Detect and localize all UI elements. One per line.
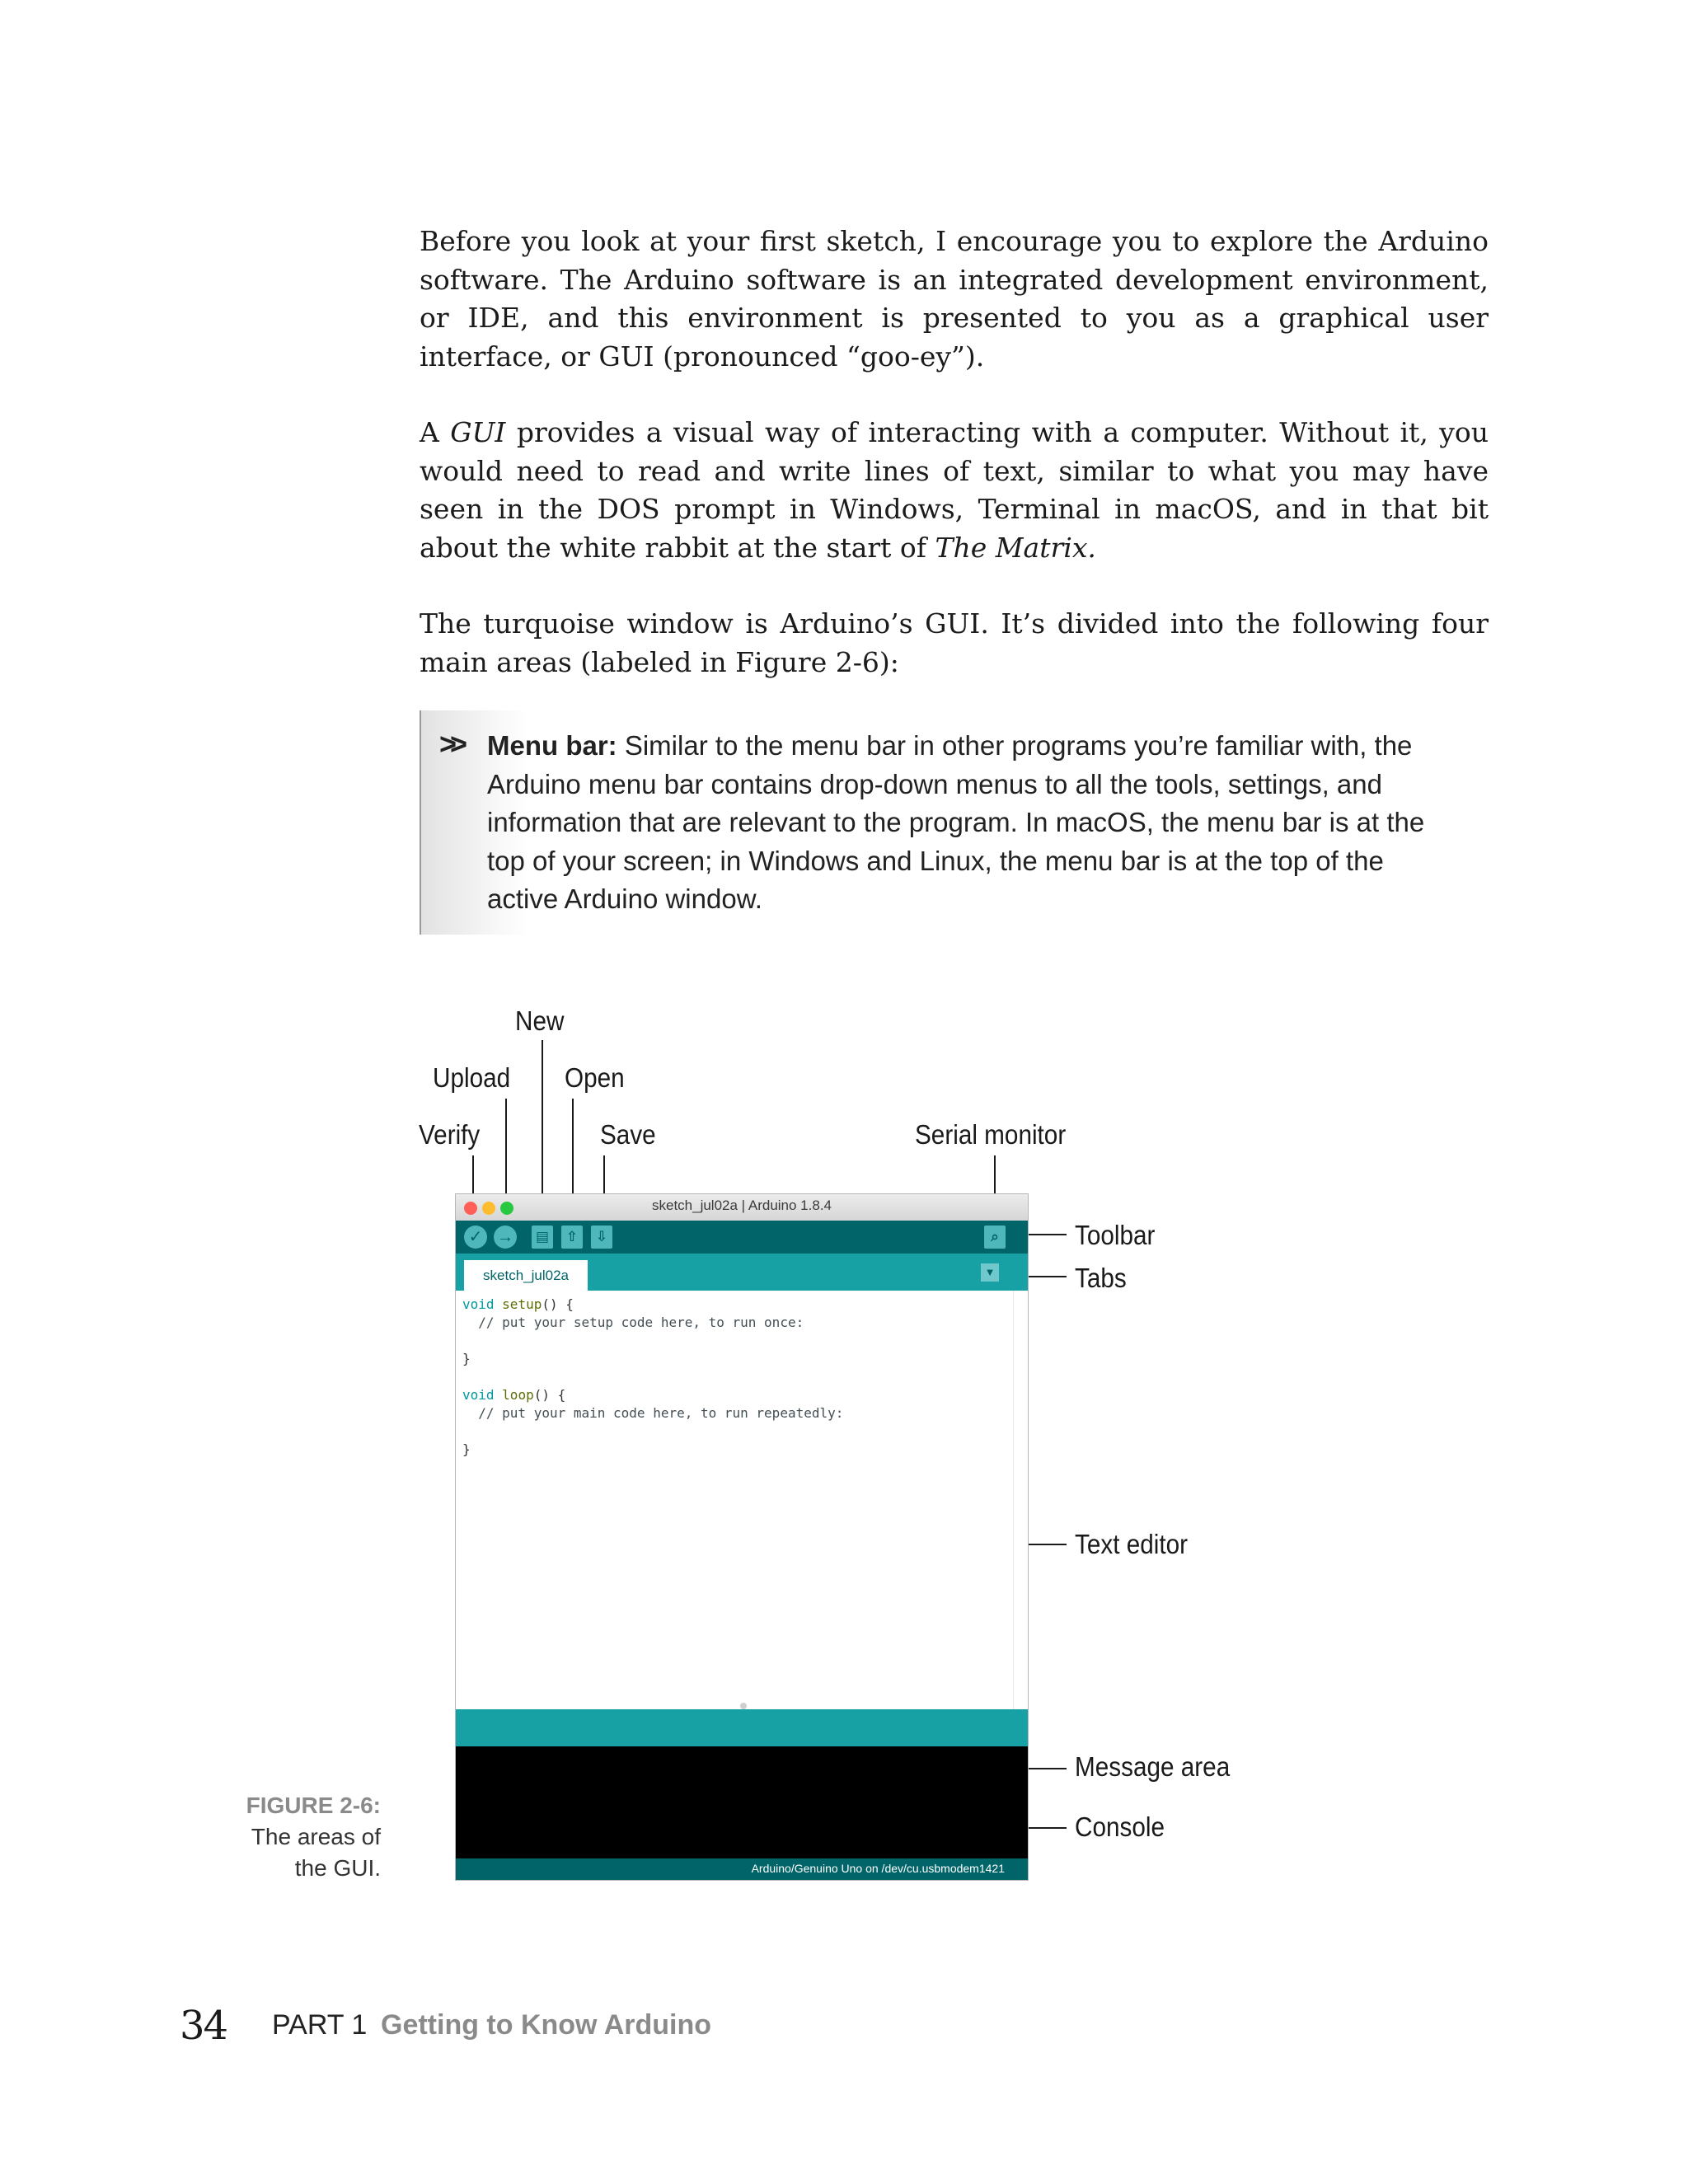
movie-title: The Matrix.	[935, 531, 1096, 564]
figure-number: FIGURE 2-6:	[246, 1793, 381, 1818]
status-bar	[456, 1858, 1028, 1880]
sketch-code: void setup() { // put your setup code here, to run once: } void loop() { // put your main code here, to run repeatedly: }	[462, 1296, 844, 1457]
editor-scrollbar[interactable]	[1013, 1291, 1014, 1709]
callout-toolbar: Toolbar	[1075, 1220, 1156, 1250]
figure-caption-text: The areas of the GUI.	[251, 1824, 381, 1881]
page-number: 34	[180, 2003, 227, 2049]
figure-caption	[241, 1790, 381, 1884]
open-button[interactable]: ⇧	[561, 1226, 583, 1249]
callout-text-editor: Text editor	[1075, 1529, 1189, 1559]
paragraph-gui: A GUI provides a visual way of interacting with a computer. Without it, you would need to read and write lines of text, similar to what you may have seen in the DOS prompt in Windows, Terminal in macOS, and in that bit about the white rabbit at the start of The Matrix.	[420, 416, 1489, 564]
leader-tabs	[1029, 1276, 1067, 1277]
callout-open: Open	[565, 1062, 625, 1093]
gui-term: GUI	[450, 416, 506, 448]
callout-verify: Verify	[419, 1119, 481, 1150]
paragraph-areas: The turquoise window is Arduino’s GUI. It’s divided into the following four main areas (labeled in Figure 2-6):	[420, 607, 1489, 678]
tab-menu-button[interactable]: ▼	[981, 1263, 999, 1282]
serial-monitor-button[interactable]: ⌕	[984, 1226, 1006, 1249]
save-button[interactable]: ⇩	[591, 1226, 612, 1249]
menu-bar-description: Menu bar: Similar to the menu bar in other programs you’re familiar with, the Arduino menu bar contains drop-down menus to all the tools, settings, and information that are relevant to the program. In macOS, the menu bar is at the top of your screen; in Windows and Linux, the menu bar is at the top of the active Arduino window.	[487, 730, 1425, 914]
callout-tabs: Tabs	[1075, 1263, 1127, 1293]
callout-new: New	[515, 1005, 565, 1036]
split-handle[interactable]	[740, 1703, 747, 1709]
leader-toolbar	[1029, 1234, 1067, 1235]
part-title: Getting to Know Arduino	[381, 2009, 711, 2041]
window-titlebar	[456, 1194, 1028, 1221]
callout-message-area: Message area	[1075, 1751, 1231, 1782]
arduino-ide-window	[455, 1193, 1029, 1881]
toolbar	[456, 1221, 1028, 1254]
text-editor[interactable]	[456, 1291, 1028, 1709]
window-title: sketch_jul02a | Arduino 1.8.4	[651, 1197, 832, 1213]
verify-button[interactable]: ✓	[464, 1226, 487, 1249]
callout-serial-monitor: Serial monitor	[915, 1119, 1067, 1150]
callout-save: Save	[600, 1119, 656, 1150]
tab-sketch[interactable]: sketch_jul02a	[464, 1260, 588, 1291]
callout-upload: Upload	[433, 1062, 511, 1093]
callout-console: Console	[1075, 1811, 1165, 1842]
part-label: PART 1	[272, 2009, 368, 2041]
upload-button[interactable]: →	[494, 1226, 517, 1249]
paragraph-intro: Before you look at your first sketch, I encourage you to explore the Arduino software. The Arduino software is an integrated development environment, or IDE, and this environment is presented to you as a graphical user interface, or GUI (pronounced “goo-ey”).	[420, 225, 1489, 373]
new-button[interactable]: ▤	[532, 1226, 553, 1249]
menu-bar-bullet	[420, 710, 1493, 935]
tabs-bar	[456, 1254, 1028, 1291]
console	[456, 1746, 1028, 1858]
double-chevron-icon: >>	[439, 727, 462, 761]
message-area	[456, 1709, 1028, 1746]
board-port-status: Arduino/Genuino Uno on /dev/cu.usbmodem1421	[751, 1862, 1005, 1875]
